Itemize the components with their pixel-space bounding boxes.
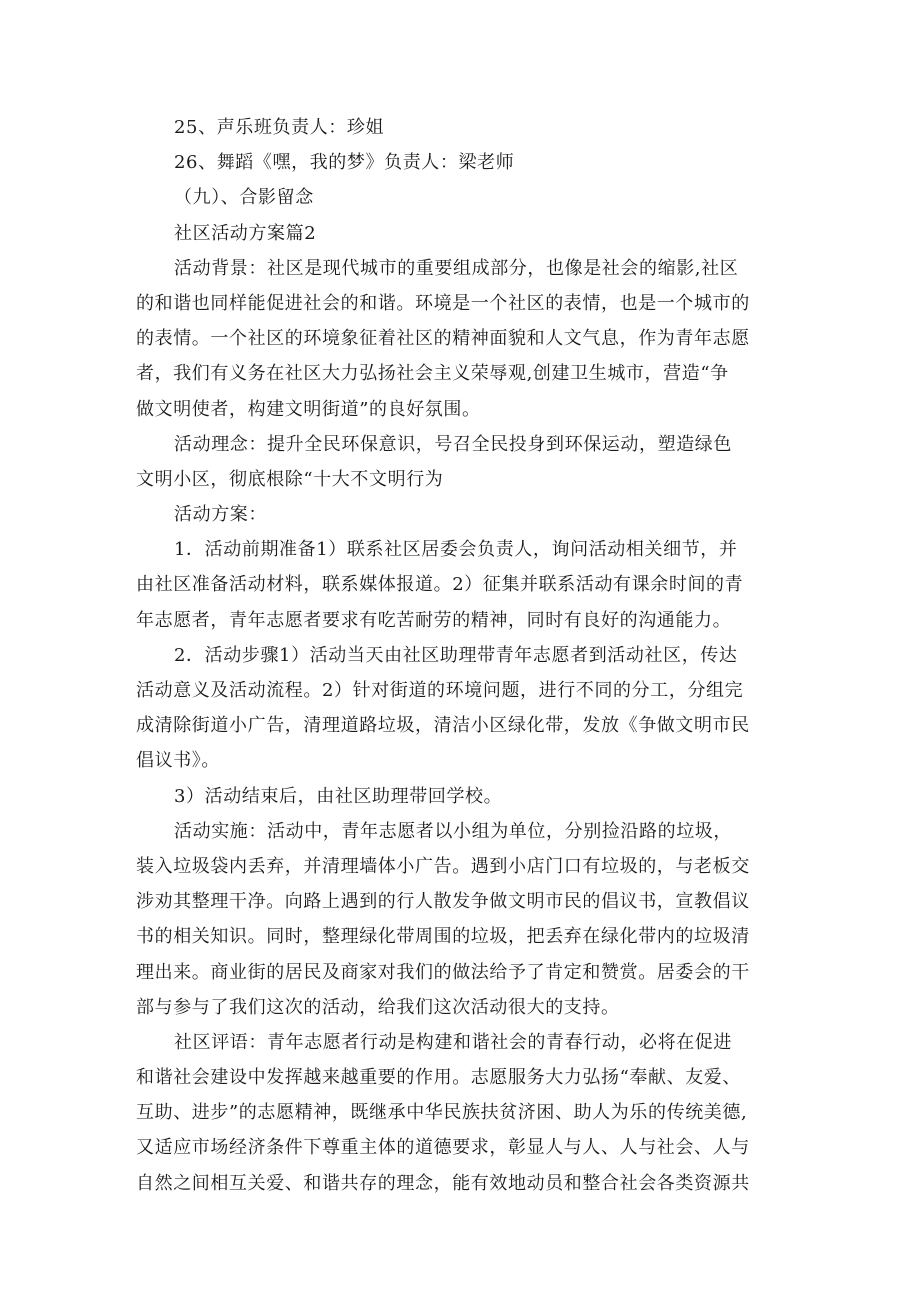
text-line: 者，我们有义务在社区大力弘扬社会主义荣辱观,创建卫生城市，营造“争 <box>136 363 729 385</box>
text-line: 涉劝其整理干净。向路上遇到的行人散发争做文明市民的倡议书，宣教倡议 <box>136 891 750 913</box>
text-line: 文明小区，彻底根除“十大不文明行为 <box>136 468 444 490</box>
text-line: 成清除街道小广告，清理道路垃圾，清洁小区绿化带，发放《争做文明市民 <box>136 715 750 737</box>
text-line: 活动理念：提升全民环保意识，号召全民投身到环保运动，塑造绿色 <box>174 433 732 455</box>
text-line: 做文明使者，构建文明街道”的良好氛围。 <box>136 398 481 420</box>
text-line: 装入垃圾袋内丢弃，并清理墙体小广告。遇到小店门口有垃圾的，与老板交 <box>136 855 750 877</box>
text-line: 又适应市场经济条件下尊重主体的道德要求，彰显人与人、人与社会、人与 <box>136 1137 750 1159</box>
text-line: 活动方案： <box>174 504 267 526</box>
text-line: 的表情。一个社区的环境象征着社区的精神面貌和人文气息，作为青年志愿 <box>136 328 750 350</box>
text-line: 自然之间相互关爱、和谐共存的理念，能有效地动员和整合社会各类资源共 <box>136 1172 750 1194</box>
text-line: （九）、合影留念 <box>174 187 314 209</box>
text-line: 1．活动前期准备1）联系社区居委会负责人，询问活动相关细节，并 <box>174 539 738 561</box>
text-line: 年志愿者，青年志愿者要求有吃苦耐劳的精神，同时有良好的沟通能力。 <box>136 609 732 631</box>
text-line: 社区活动方案篇2 <box>174 222 317 244</box>
text-line: 活动实施：活动中，青年志愿者以小组为单位，分别捡沿路的垃圾， <box>174 820 732 842</box>
text-line: 部与参与了我们这次的活动，给我们这次活动很大的支持。 <box>136 996 620 1018</box>
text-line: 25、声乐班负责人：珍姐 <box>174 117 385 138</box>
text-line: 的和谐也同样能促进社会的和谐。环境是一个社区的表情，也是一个城市的 <box>136 292 750 314</box>
text-line: 活动意义及活动流程。2）针对街道的环境问题，进行不同的分工，分组完 <box>136 680 744 701</box>
text-line: 26、舞蹈《嘿，我的梦》负责人：梁老师 <box>174 152 515 174</box>
text-line: 书的相关知识。同时，整理绿化带周围的垃圾，把丢弃在绿化带内的垃圾清 <box>136 926 750 948</box>
text-line: 倡议书》。 <box>136 750 220 772</box>
text-line: 2．活动步骤1）活动当天由社区助理带青年志愿者到活动社区，传达 <box>174 644 738 666</box>
text-line: 和谐社会建设中发挥越来越重要的作用。志愿服务大力弘扬“奉献、友爱、 <box>136 1067 741 1089</box>
text-line: 3）活动结束后，由社区助理带回学校。 <box>174 785 503 807</box>
document-body <box>136 110 786 1201</box>
text-line: 理出来。商业街的居民及商家对我们的做法给予了肯定和赞赏。居委会的干 <box>136 961 750 983</box>
text-line: 活动背景：社区是现代城市的重要组成部分，也像是社会的缩影,社区 <box>174 257 739 279</box>
text-line: 由社区准备活动材料，联系媒体报道。2）征集并联系活动有课余时间的青 <box>136 574 744 596</box>
text-line: 社区评语：青年志愿者行动是构建和谐社会的青春行动，必将在促进 <box>174 1031 732 1053</box>
text-line: 互助、进步”的志愿精神，既继承中华民族扶贫济困、助人为乐的传统美德, <box>136 1102 748 1124</box>
